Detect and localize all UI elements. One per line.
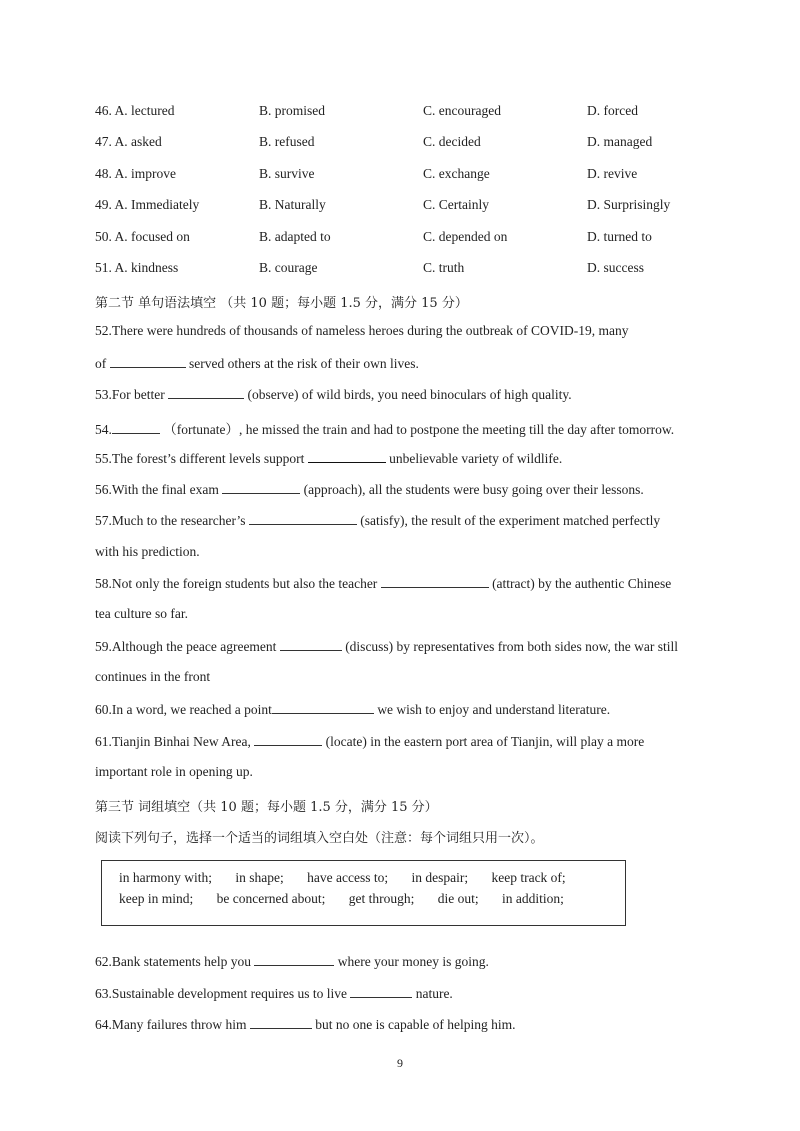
phrase-row-1 — [119, 870, 586, 886]
q55-text-pre: 55.The forest’s different levels support — [95, 451, 305, 466]
option-d: D. managed — [587, 134, 653, 149]
q60-blank[interactable] — [272, 701, 374, 714]
option-b: B. adapted to — [259, 229, 331, 244]
q59-text-post: (discuss) by representatives from both sides now, the war still — [345, 639, 678, 654]
option-row — [95, 134, 715, 154]
page-number: 9 — [397, 1056, 403, 1070]
option-a: 51. A. kindness — [95, 260, 179, 275]
q58-line1 — [95, 575, 708, 592]
option-b: B. survive — [259, 166, 315, 181]
q58-text-pre: 58.Not only the foreign students but also the teacher — [95, 576, 378, 591]
phrase: keep in mind; — [119, 891, 194, 906]
q59-blank[interactable] — [280, 638, 342, 651]
q58-blank[interactable] — [381, 575, 489, 588]
phrase: in harmony with; — [119, 870, 212, 885]
q60-text-post: we wish to enjoy and understand literature. — [377, 702, 611, 717]
q62-text-pre: 62.Bank statements help you — [95, 954, 251, 969]
phrase: have access to; — [307, 870, 389, 885]
phrase-row-2 — [119, 891, 584, 907]
q59-line2: continues in the front — [95, 669, 211, 684]
phrase: get through; — [348, 891, 415, 906]
phrase: die out; — [437, 891, 479, 906]
q60 — [95, 701, 708, 718]
q52-text-post: served others at the risk of their own lives. — [189, 356, 419, 371]
section3-title: 第三节 词组填空（共 10 题；每小题 1.5 分，满分 15 分） — [95, 800, 438, 815]
q64-text-post: but no one is capable of helping him. — [315, 1017, 516, 1032]
q61-line2: important role in opening up. — [95, 764, 253, 779]
option-b: B. refused — [259, 134, 315, 149]
q64-text-pre: 64.Many failures throw him — [95, 1017, 247, 1032]
phrase: be concerned about; — [216, 891, 326, 906]
q64-blank[interactable] — [250, 1016, 312, 1029]
option-d: D. forced — [587, 103, 638, 118]
q57-text-post: (satisfy), the result of the experiment matched perfectly — [360, 513, 661, 528]
q57-text-pre: 57.Much to the researcher’s — [95, 513, 246, 528]
option-c: C. Certainly — [423, 197, 489, 212]
option-a: 50. A. focused on — [95, 229, 190, 244]
phrase: in shape; — [235, 870, 284, 885]
q58-line2: tea culture so far. — [95, 606, 188, 621]
q63 — [95, 985, 708, 1002]
option-c: C. encouraged — [423, 103, 501, 118]
option-row — [95, 197, 715, 217]
q52-text-pre: of — [95, 356, 107, 371]
q63-text-post: nature. — [415, 986, 453, 1001]
option-d: D. turned to — [587, 229, 652, 244]
q52-blank[interactable] — [110, 355, 186, 368]
q59-text-pre: 59.Although the peace agreement — [95, 639, 277, 654]
q60-text-pre: 60.In a word, we reached a point — [95, 702, 272, 717]
option-c: C. exchange — [423, 166, 490, 181]
option-a: 46. A. lectured — [95, 103, 175, 118]
option-d: D. success — [587, 260, 644, 275]
q53 — [95, 386, 708, 403]
q55 — [95, 450, 708, 467]
q61-line1 — [95, 733, 708, 750]
q55-text-post: unbelievable variety of wildlife. — [389, 451, 563, 466]
phrase: in addition; — [501, 891, 564, 906]
option-a: 49. A. Immediately — [95, 197, 200, 212]
option-row — [95, 103, 715, 123]
q62-text-post: where your money is going. — [337, 954, 489, 969]
q55-blank[interactable] — [308, 450, 386, 463]
q54-blank[interactable] — [112, 421, 160, 434]
q61-text-pre: 61.Tianjin Binhai New Area, — [95, 734, 251, 749]
section2-title: 第二节 单句语法填空 （共 10 题；每小题 1.5 分，满分 15 分） — [95, 296, 468, 311]
q57-blank[interactable] — [249, 512, 357, 525]
q57-line2: with his prediction. — [95, 544, 200, 559]
option-b: B. courage — [259, 260, 318, 275]
phrase-box — [101, 860, 626, 926]
q53-text-pre: 53.For better — [95, 387, 165, 402]
option-row — [95, 229, 715, 249]
q57-line1 — [95, 512, 708, 529]
q56-blank[interactable] — [222, 481, 300, 494]
phrase: in despair; — [411, 870, 469, 885]
q64 — [95, 1016, 708, 1033]
option-c: C. depended on — [423, 229, 508, 244]
option-row — [95, 166, 715, 186]
option-c: C. decided — [423, 134, 481, 149]
q52-line1: 52.There were hundreds of thousands of nameless heroes during the outbreak of COVID-19, many — [95, 323, 629, 338]
option-a: 47. A. asked — [95, 134, 162, 149]
option-row — [95, 260, 715, 280]
q53-text-post: (observe) of wild birds, you need binoculars of high quality. — [247, 387, 572, 402]
q62-blank[interactable] — [254, 953, 334, 966]
option-a: 48. A. improve — [95, 166, 176, 181]
q63-blank[interactable] — [350, 985, 412, 998]
q62 — [95, 953, 708, 970]
phrase: keep track of; — [491, 870, 566, 885]
q59-line1 — [95, 638, 708, 655]
option-b: B. promised — [259, 103, 325, 118]
section3-instruction: 阅读下列句子，选择一个适当的词组填入空白处（注意：每个词组只用一次）。 — [95, 831, 544, 846]
q54 — [95, 418, 708, 438]
q61-blank[interactable] — [254, 733, 322, 746]
option-d: D. revive — [587, 166, 638, 181]
option-b: B. Naturally — [259, 197, 326, 212]
q54-text-post: （fortunate）, he missed the train and had to postpone the meeting till the day after tomorrow. — [163, 422, 675, 437]
q53-blank[interactable] — [168, 386, 244, 399]
q56-text-post: (approach), all the students were busy going over their lessons. — [303, 482, 644, 497]
q52-line2 — [95, 355, 708, 372]
q54-text-pre: 54. — [95, 422, 112, 437]
q63-text-pre: 63.Sustainable development requires us to live — [95, 986, 347, 1001]
q56-text-pre: 56.With the final exam — [95, 482, 219, 497]
option-c: C. truth — [423, 260, 465, 275]
option-d: D. Surprisingly — [587, 197, 671, 212]
q56 — [95, 481, 708, 498]
q58-text-post: (attract) by the authentic Chinese — [492, 576, 672, 591]
q61-text-post: (locate) in the eastern port area of Tianjin, will play a more — [325, 734, 645, 749]
